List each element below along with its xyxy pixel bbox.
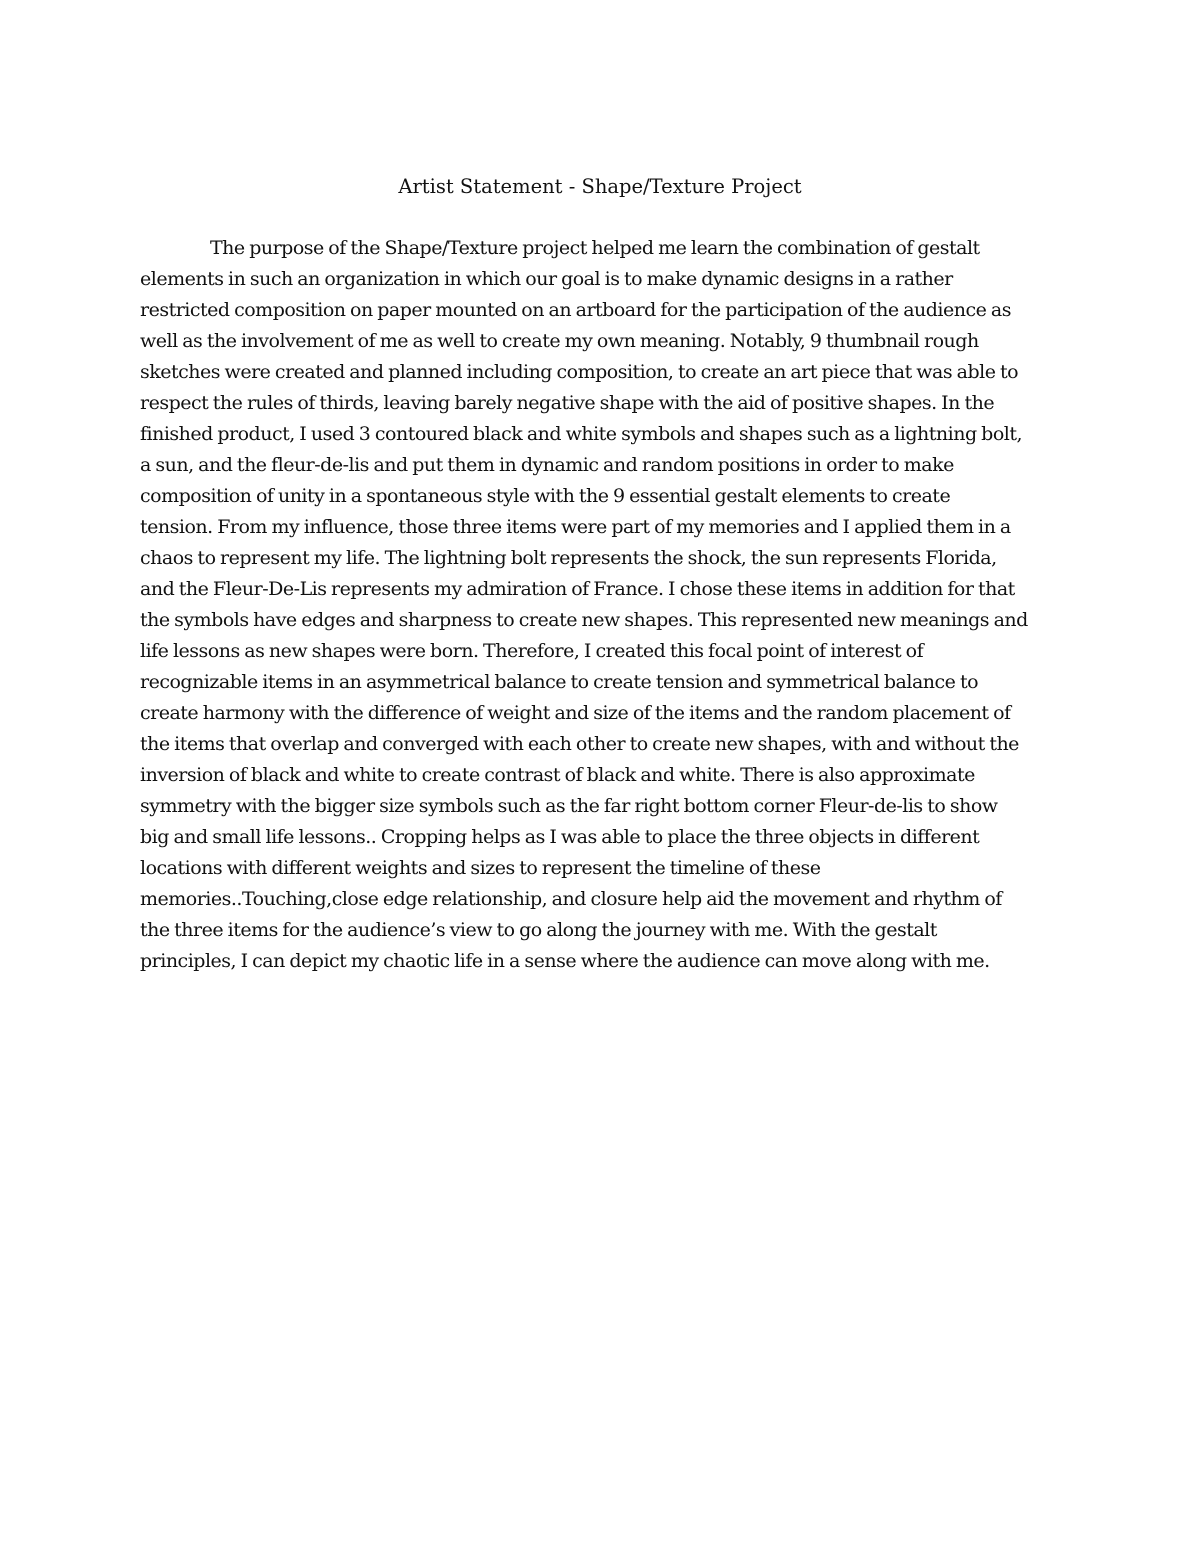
- paragraph-line: inversion of black and white to create contrast of black and white. There is also approximate: [140, 764, 975, 786]
- paragraph-line: principles, I can depict my chaotic life in a sense where the audience can move along with me.: [140, 950, 990, 972]
- paragraph-line: restricted composition on paper mounted on an artboard for the participation of the audience as: [140, 299, 1011, 321]
- paragraph-line: well as the involvement of me as well to create my own meaning. Notably, 9 thumbnail rough: [140, 330, 979, 352]
- paragraph-line: chaos to represent my life. The lightning bolt represents the shock, the sun represents Florida,: [140, 547, 997, 569]
- paragraph-line: symmetry with the bigger size symbols such as the far right bottom corner Fleur-de-lis to show: [140, 795, 998, 817]
- paragraph-line: life lessons as new shapes were born. Therefore, I created this focal point of interest of: [140, 640, 924, 662]
- paragraph-line: The purpose of the Shape/Texture project helped me learn the combination of gestalt: [210, 237, 980, 259]
- paragraph-line: finished product, I used 3 contoured black and white symbols and shapes such as a lightning bolt,: [140, 423, 1023, 445]
- paragraph-line: locations with different weights and sizes to represent the timeline of these: [140, 857, 821, 879]
- paragraph-line: sketches were created and planned including composition, to create an art piece that was able to: [140, 361, 1019, 383]
- paragraph-line: tension. From my influence, those three items were part of my memories and I applied them in a: [140, 516, 1011, 538]
- paragraph-line: the symbols have edges and sharpness to create new shapes. This represented new meanings and: [140, 609, 1028, 631]
- paragraph-line: recognizable items in an asymmetrical balance to create tension and symmetrical balance to: [140, 671, 979, 693]
- paragraph-line: elements in such an organization in which our goal is to make dynamic designs in a rather: [140, 268, 953, 290]
- paragraph-line: the items that overlap and converged with each other to create new shapes, with and without the: [140, 733, 1019, 755]
- paragraph-line: respect the rules of thirds, leaving barely negative shape with the aid of positive shapes. In the: [140, 392, 995, 414]
- paragraph-line: a sun, and the fleur-de-lis and put them in dynamic and random positions in order to make: [140, 454, 954, 476]
- paragraph-line: the three items for the audience’s view to go along the journey with me. With the gestalt: [140, 919, 937, 941]
- document-title: Artist Statement - Shape/Texture Project: [398, 175, 802, 198]
- statement-paragraph: [140, 233, 1060, 977]
- paragraph-line: create harmony with the difference of weight and size of the items and the random placement of: [140, 702, 1011, 724]
- paragraph-line: composition of unity in a spontaneous style with the 9 essential gestalt elements to create: [140, 485, 951, 507]
- paragraph-line: memories..Touching,close edge relationship, and closure help aid the movement and rhythm of: [140, 888, 1002, 910]
- paragraph-line: big and small life lessons.. Cropping helps as I was able to place the three objects in different: [140, 826, 980, 848]
- paragraph-line: and the Fleur-De-Lis represents my admiration of France. I chose these items in addition for that: [140, 578, 1015, 600]
